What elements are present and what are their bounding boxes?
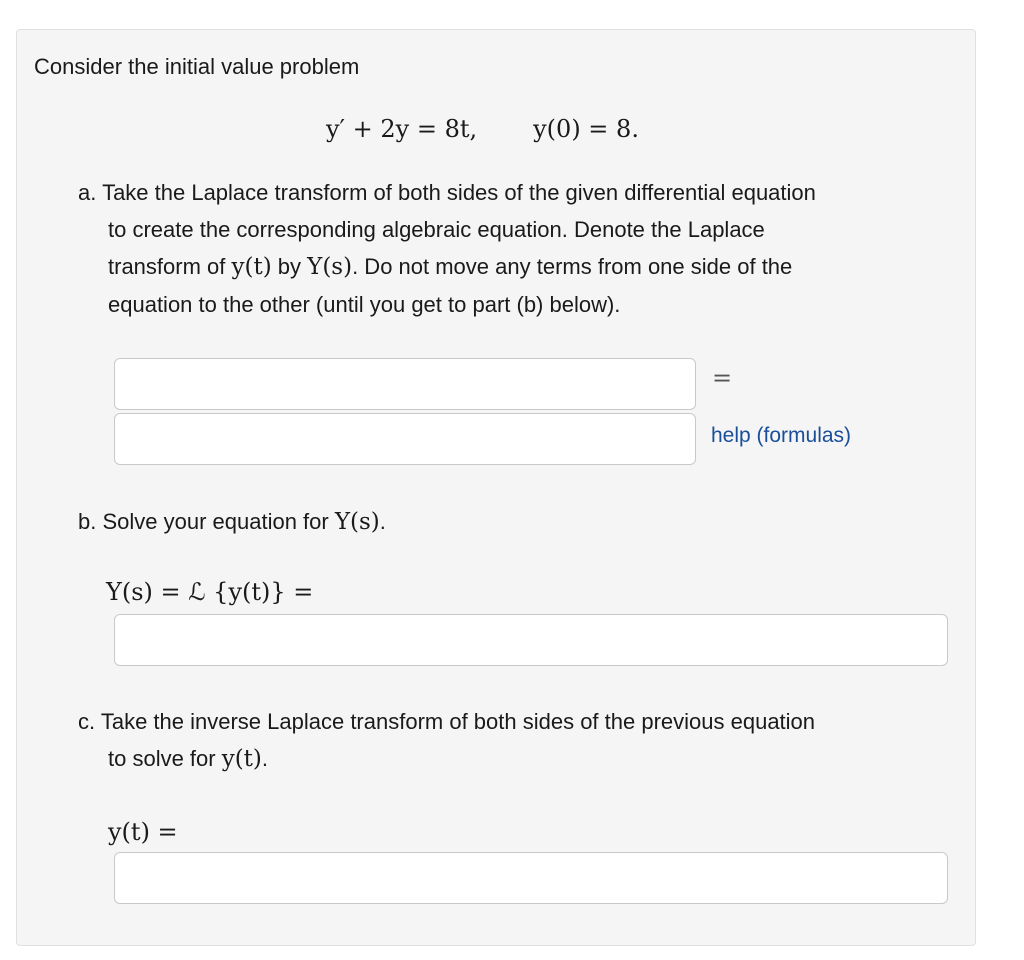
display-equation bbox=[326, 112, 639, 146]
Ys-answer-label: Y(s) = ℒ {y(t)} = bbox=[106, 578, 314, 606]
part-a-instructions bbox=[78, 174, 958, 323]
part-a-line-3 bbox=[78, 248, 958, 286]
y-of-t-symbol: y(t) bbox=[231, 254, 272, 280]
yt-answer-label: y(t) = bbox=[108, 818, 178, 846]
help-formulas-link[interactable]: help (formulas) bbox=[711, 424, 852, 447]
laplace-lhs-input[interactable] bbox=[114, 358, 696, 410]
part-b-text-pre: b. Solve your equation for bbox=[78, 509, 335, 534]
ode-equation: y′ + 2y = 8t, bbox=[326, 115, 478, 143]
part-b-text-post: . bbox=[379, 509, 386, 534]
part-a-line-3-post: . Do not move any terms from one side of the bbox=[352, 254, 793, 279]
problem-intro: Consider the initial value problem bbox=[34, 54, 360, 79]
part-c-line-2-pre: to solve for bbox=[108, 746, 222, 771]
part-a-line-4: equation to the other (until you get to part (b) below). bbox=[108, 292, 621, 317]
Y-of-s-symbol: Y(s) bbox=[307, 254, 353, 280]
initial-condition: y(0) = 8. bbox=[533, 115, 639, 143]
part-c-line-1: c. Take the inverse Laplace transform of both sides of the previous equation bbox=[78, 709, 816, 734]
part-a-line-1: a. Take the Laplace transform of both sides of the given differential equation bbox=[78, 180, 816, 205]
y-of-t-symbol: y(t) bbox=[221, 746, 262, 772]
yt-answer-input[interactable] bbox=[114, 852, 948, 904]
laplace-rhs-input[interactable] bbox=[114, 413, 696, 465]
part-c-line-2-post: . bbox=[261, 746, 269, 771]
part-c-instructions bbox=[78, 703, 958, 778]
problem-panel bbox=[16, 29, 976, 946]
part-b-line bbox=[78, 503, 958, 541]
Ys-answer-input[interactable] bbox=[114, 614, 948, 666]
part-c-line-2 bbox=[78, 740, 958, 778]
part-b-instructions bbox=[78, 503, 958, 541]
part-a-line-3-mid: by bbox=[271, 254, 308, 279]
Y-of-s-symbol: Y(s) bbox=[334, 509, 380, 535]
part-a-line-3-pre: transform of bbox=[108, 254, 232, 279]
part-a-line-2: to create the corresponding algebraic equation. Denote the Laplace bbox=[108, 217, 765, 242]
equals-sign: = bbox=[712, 364, 733, 392]
